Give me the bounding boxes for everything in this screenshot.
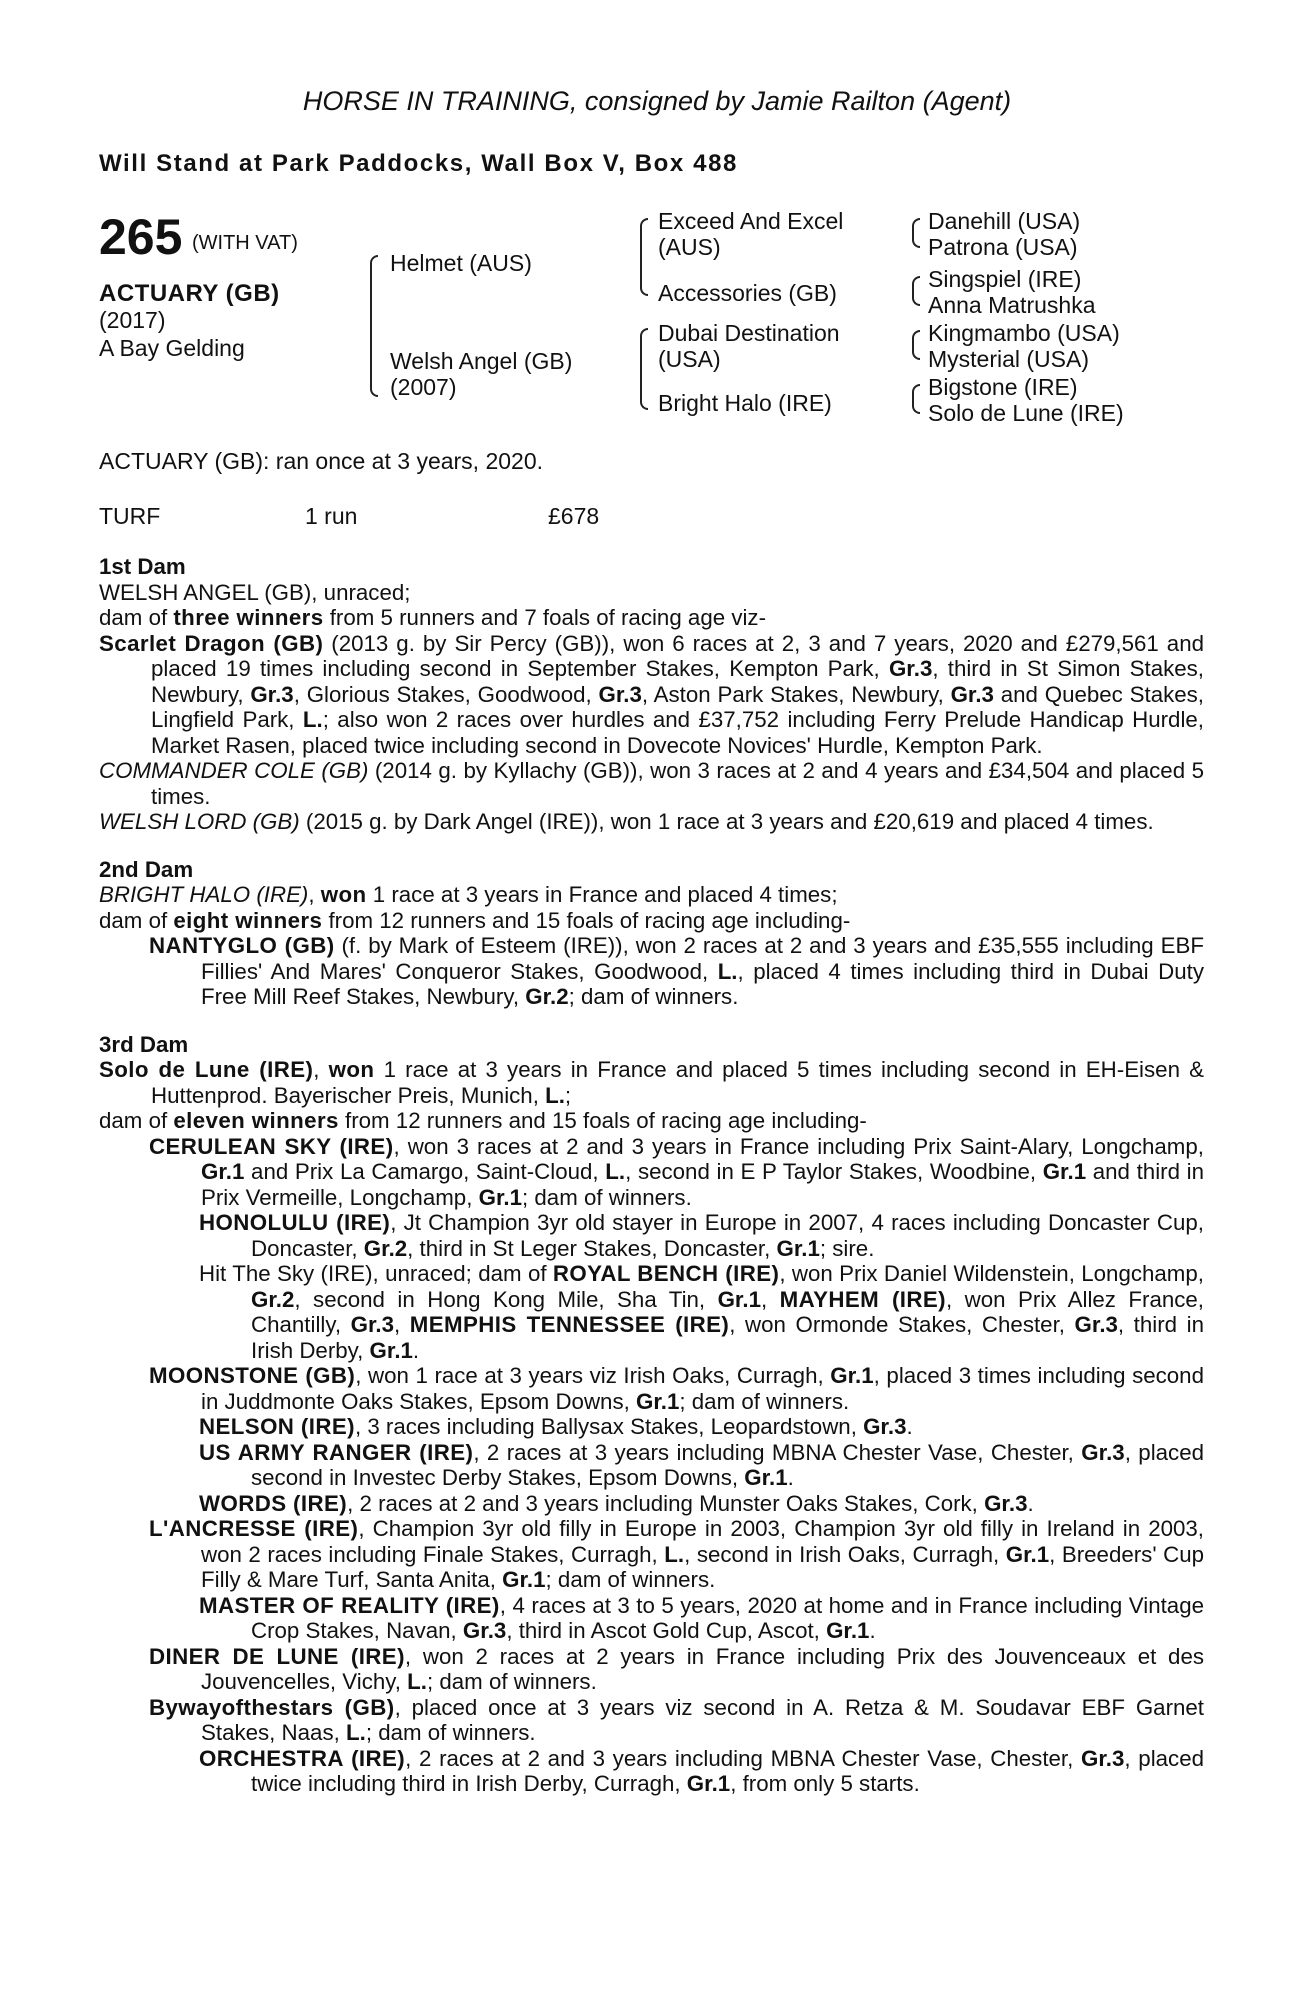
pedigree-sire-dam: Accessories (GB)	[658, 280, 837, 306]
pedigree-dam-sire: Dubai Destination	[658, 320, 840, 346]
produce-orchestra: ORCHESTRA (IRE), 2 races at 2 and 3 years including MBNA Chester Vase, Chester, Gr.3, placed twice including third in Irish Derby, Curragh, Gr.1, from only 5 starts.	[199, 1745, 1204, 1796]
dam-sections	[99, 554, 1204, 1797]
pedigree-sire-sire: Exceed And Excel	[658, 208, 844, 234]
lot-number: 265	[99, 209, 183, 265]
pedigree-g6: Mysterial (USA)	[928, 346, 1090, 372]
page-heading: HORSE IN TRAINING, consigned by Jamie Railton (Agent)	[302, 86, 1012, 116]
record-surface: TURF	[99, 503, 161, 529]
produce-lancresse: L'ANCRESSE (IRE), Champion 3yr old filly in Europe in 2003, Champion 3yr old filly in Ireland in 2003, won 2 races including Finale Stakes, Curragh, L., second in Irish Oaks, Curragh, Gr.1, Breeders' Cup Filly & Mare Turf, Santa Anita, Gr.1; dam of winners.	[149, 1516, 1204, 1592]
pedigree-sire: Helmet (AUS)	[390, 250, 532, 276]
pedigree-g2: Patrona (USA)	[928, 234, 1078, 260]
pedigree-g1: Danehill (USA)	[928, 208, 1081, 234]
produce-diner-de-lune: DINER DE LUNE (IRE), won 2 races at 2 years in France including Prix des Jouvenceaux et des Jouvencelles, Vichy, L.; dam of winners.	[149, 1643, 1204, 1694]
produce-bywayofthestars: Bywayofthestars (GB), placed once at 3 years viz second in A. Retza & M. Soudavar EBF Garnet Stakes, Naas, L.; dam of winners.	[149, 1694, 1204, 1745]
second-dam-line: BRIGHT HALO (IRE), won 1 race at 3 years in France and placed 4 times;	[99, 882, 838, 907]
produce-hit-the-sky: Hit The Sky (IRE), unraced; dam of ROYAL BENCH (IRE), won Prix Daniel Wildenstein, Longchamp, Gr.2, second in Hong Kong Mile, Sha Tin, Gr.1, MAYHEM (IRE), won Prix Allez France, Chantilly, Gr.3, MEMPHIS TENNESSEE (IRE), won Ormonde Stakes, Chester, Gr.3, third in Irish Derby, Gr.1.	[199, 1261, 1204, 1363]
first-dam-line: WELSH ANGEL (GB), unraced;	[99, 579, 411, 605]
produce-commander-cole: COMMANDER COLE (GB) (2014 g. by Kyllachy (GB)), won 3 races at 2 and 4 years and £34,504 and placed 5 times.	[99, 758, 1204, 809]
produce-nelson: NELSON (IRE), 3 races including Ballysax Stakes, Leopardstown, Gr.3.	[199, 1414, 913, 1439]
pedigree-g5: Kingmambo (USA)	[928, 320, 1120, 346]
pedigree-g3: Singspiel (IRE)	[928, 266, 1082, 292]
pedigree-g8: Solo de Lune (IRE)	[928, 400, 1124, 426]
produce-scarlet-dragon: Scarlet Dragon (GB) (2013 g. by Sir Percy (GB)), won 6 races at 2, 3 and 7 years, 2020 and £279,561 and placed 19 times including second in September Stakes, Kempton Park, Gr.3, third in St Simon Stakes, Newbury, Gr.3, Glorious Stakes, Goodwood, Gr.3, Aston Park Stakes, Newbury, Gr.3 and Quebec Stakes, Lingfield Park, L.; also won 2 races over hurdles and £37,752 including Ferry Prelude Handicap Hurdle, Market Rasen, placed twice including second in Dovecote Novices' Hurdle, Kempton Park.	[99, 630, 1204, 758]
pedigree-dam-sire-country: (USA)	[658, 346, 721, 372]
vat-note: (WITH VAT)	[192, 232, 298, 254]
pedigree-dam: Welsh Angel (GB)	[390, 348, 573, 374]
pedigree-g7: Bigstone (IRE)	[928, 374, 1078, 400]
produce-us-army-ranger: US ARMY RANGER (IRE), 2 races at 3 years including MBNA Chester Vase, Chester, Gr.3, placed second in Investec Derby Stakes, Epsom Downs, Gr.1.	[199, 1439, 1205, 1490]
pedigree-dam-dam: Bright Halo (IRE)	[658, 390, 832, 416]
record-earnings: £678	[548, 503, 600, 529]
pedigree-g4: Anna Matrushka	[928, 292, 1096, 318]
produce-moonstone: MOONSTONE (GB), won 1 race at 3 years viz Irish Oaks, Curragh, Gr.1, placed 3 times including second in Juddmonte Oaks Stakes, Epsom Downs, Gr.1; dam of winners.	[149, 1363, 1204, 1414]
horse-name: ACTUARY (GB)	[99, 280, 280, 307]
horse-description: A Bay Gelding	[99, 335, 245, 361]
produce-words: WORDS (IRE), 2 races at 2 and 3 years including Munster Oaks Stakes, Cork, Gr.3.	[199, 1490, 1034, 1516]
first-dam-produce: dam of three winners from 5 runners and 7 foals of racing age viz-	[99, 605, 766, 630]
third-dam-title: 3rd Dam	[99, 1031, 189, 1057]
stand-location: Will Stand at Park Paddocks, Wall Box V, Box 488	[99, 150, 738, 177]
produce-welsh-lord: WELSH LORD (GB) (2015 g. by Dark Angel (IRE)), won 1 race at 3 years and £20,619 and placed 4 times.	[99, 809, 1154, 834]
pedigree-sire-sire-country: (AUS)	[658, 234, 721, 260]
produce-master-of-reality: MASTER OF REALITY (IRE), 4 races at 3 to 5 years, 2020 at home and in France including Vintage Crop Stakes, Navan, Gr.3, third in Ascot Gold Cup, Ascot, Gr.1.	[199, 1592, 1205, 1643]
third-dam-produce: dam of eleven winners from 12 runners and 15 foals of racing age including-	[99, 1108, 867, 1133]
third-dam-line: Solo de Lune (IRE), won 1 race at 3 years in France and placed 5 times including second in EH-Eisen & Huttenprod. Bayerischer Preis, Munich, L.;	[99, 1057, 1204, 1108]
produce-cerulean-sky: CERULEAN SKY (IRE), won 3 races at 2 and 3 years in France including Prix Saint-Alary, Longchamp, Gr.1 and Prix La Camargo, Saint-Cloud, L., second in E P Taylor Stakes, Woodbine, Gr.1 and third in Prix Vermeille, Longchamp, Gr.1; dam of winners.	[149, 1133, 1204, 1210]
record-runs: 1 run	[305, 503, 358, 529]
produce-honolulu: HONOLULU (IRE), Jt Champion 3yr old stayer in Europe in 2007, 4 races including Doncaster Cup, Doncaster, Gr.2, third in St Leger Stakes, Doncaster, Gr.1; sire.	[199, 1210, 1204, 1261]
horse-year: (2017)	[99, 307, 166, 333]
second-dam-title: 2nd Dam	[99, 856, 194, 882]
first-dam-title: 1st Dam	[99, 554, 186, 579]
race-record-summary: ACTUARY (GB): ran once at 3 years, 2020.	[99, 448, 544, 474]
pedigree-dam-year: (2007)	[390, 374, 457, 400]
second-dam-produce: dam of eight winners from 12 runners and 15 foals of racing age including-	[99, 907, 851, 933]
produce-nantyglo: NANTYGLO (GB) (f. by Mark of Esteem (IRE)), won 2 races at 2 and 3 years and £35,555 including EBF Fillies' And Mares' Conqueror Stakes, Goodwood, L., placed 4 times including third in Dubai Duty Free Mill Reef Stakes, Newbury, Gr.2; dam of winners.	[149, 933, 1204, 1009]
